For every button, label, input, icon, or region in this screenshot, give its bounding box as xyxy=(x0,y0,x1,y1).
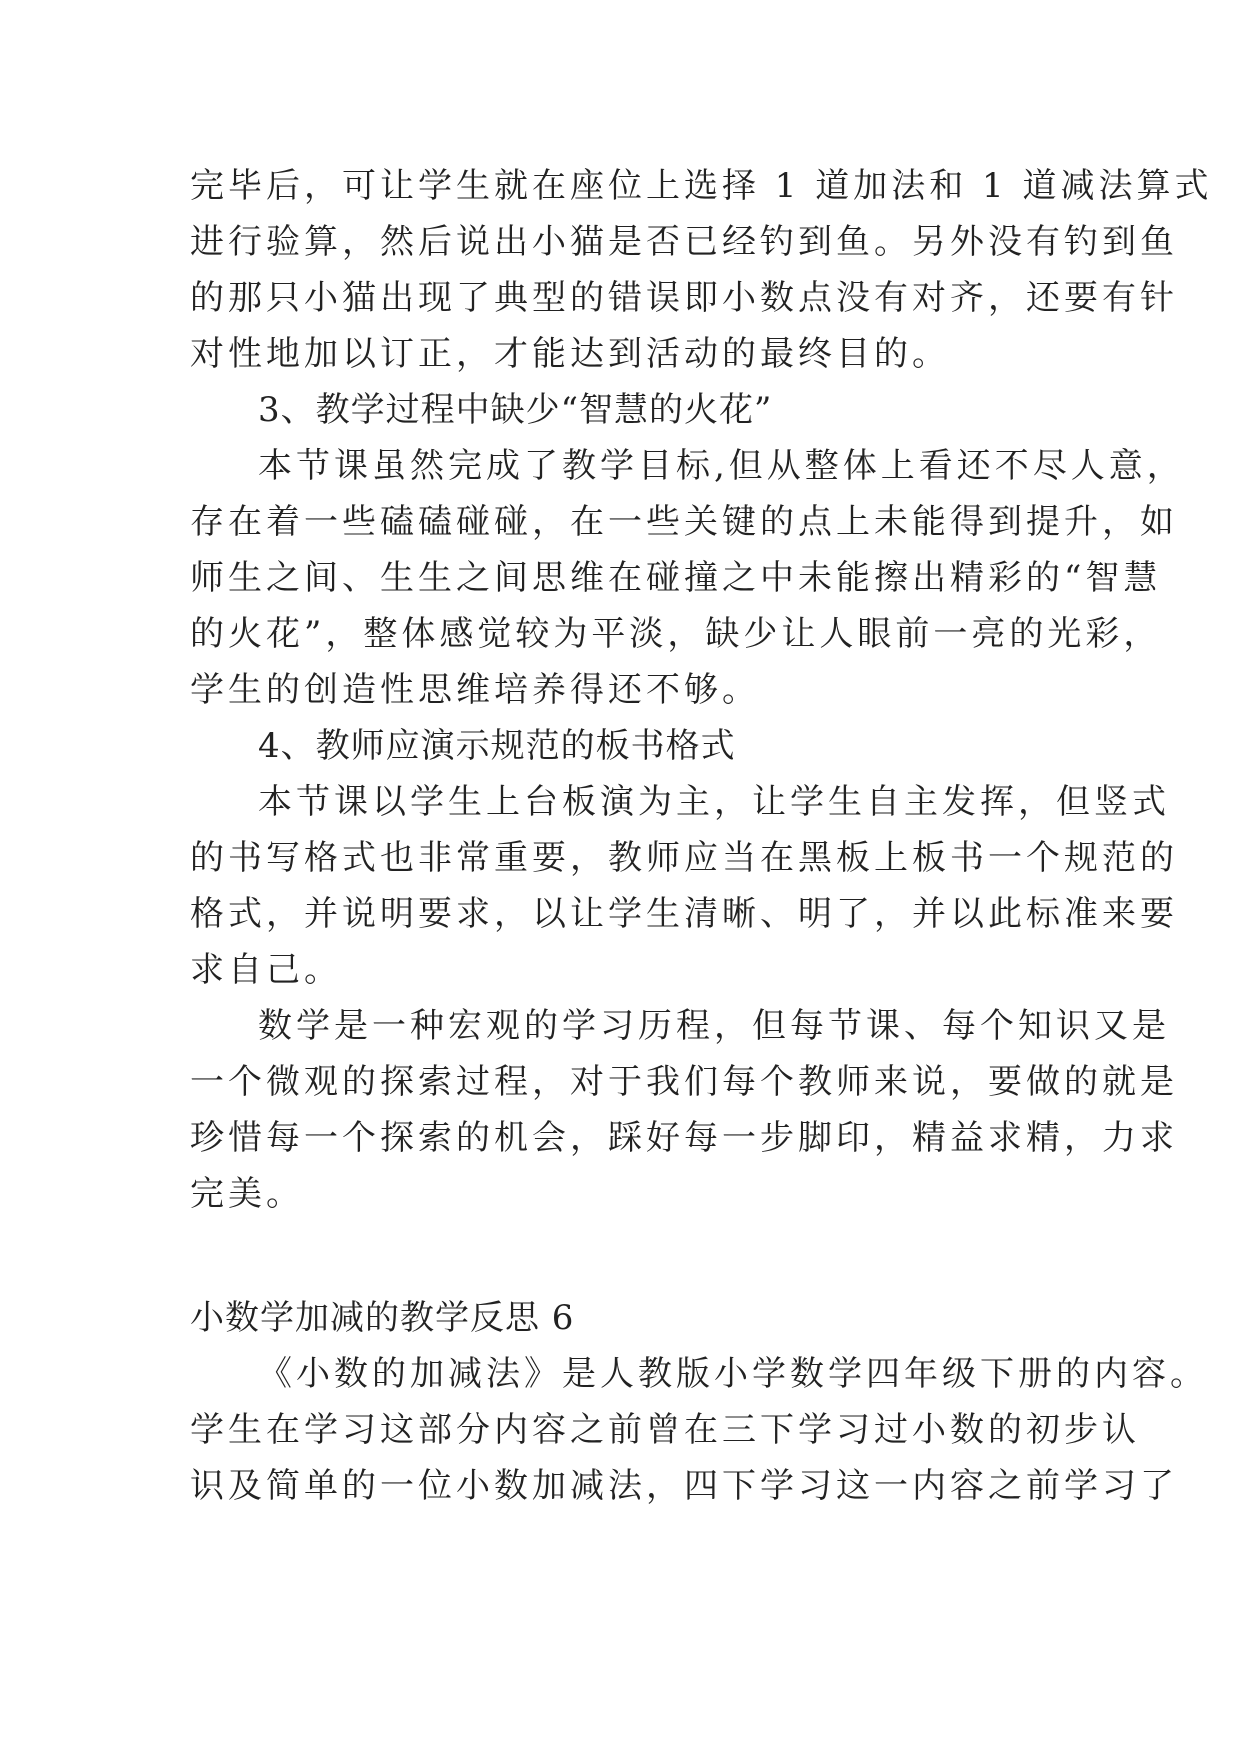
text-line: 对性地加以订正，才能达到活动的最终目的。 xyxy=(190,334,950,374)
text-line: 学生在学习这部分内容之前曾在三下学习过小数的初步认 xyxy=(190,1410,1140,1450)
text-line: 完美。 xyxy=(190,1174,304,1214)
text-line: 格式，并说明要求，以让学生清晰、明了，并以此标准来要 xyxy=(190,894,1178,934)
text-line: 师生之间、生生之间思维在碰撞之中未能擦出精彩的“智慧 xyxy=(190,558,1162,598)
text-line: 求自己。 xyxy=(190,950,342,990)
text-line: 本节课以学生上台板演为主，让学生自主发挥，但竖式 xyxy=(258,782,1170,822)
text-line: 《小数的加减法》是人教版小学数学四年级下册的内容。 xyxy=(258,1354,1208,1394)
text-line: 数学是一种宏观的学习历程，但每节课、每个知识又是 xyxy=(258,1006,1170,1046)
text-line: 的那只小猫出现了典型的错误即小数点没有对齐，还要有针 xyxy=(190,278,1178,318)
text-line: 的火花”，整体感觉较为平淡，缺少让人眼前一亮的光彩， xyxy=(190,614,1162,654)
text-line: 的书写格式也非常重要，教师应当在黑板上板书一个规范的 xyxy=(190,838,1178,878)
section-heading: 3、教学过程中缺少“智慧的火花” xyxy=(258,390,773,430)
section-heading: 4、教师应演示规范的板书格式 xyxy=(258,726,736,766)
text-line: 进行验算，然后说出小猫是否已经钓到鱼。另外没有钓到鱼 xyxy=(190,222,1178,262)
text-line: 完毕后，可让学生就在座位上选择 1 道加法和 1 道减法算式 xyxy=(190,166,1213,206)
text-line: 存在着一些磕磕碰碰，在一些关键的点上未能得到提升，如 xyxy=(190,502,1178,542)
text-line: 学生的创造性思维培养得还不够。 xyxy=(190,670,760,710)
text-line: 本节课虽然完成了教学目标,但从整体上看还不尽人意， xyxy=(258,446,1185,486)
article-title: 小数学加减的教学反思 6 xyxy=(190,1298,575,1338)
text-line: 识及简单的一位小数加减法，四下学习这一内容之前学习了 xyxy=(190,1466,1178,1506)
text-line: 珍惜每一个探索的机会，踩好每一步脚印，精益求精，力求 xyxy=(190,1118,1178,1158)
text-line: 一个微观的探索过程，对于我们每个教师来说，要做的就是 xyxy=(190,1062,1178,1102)
